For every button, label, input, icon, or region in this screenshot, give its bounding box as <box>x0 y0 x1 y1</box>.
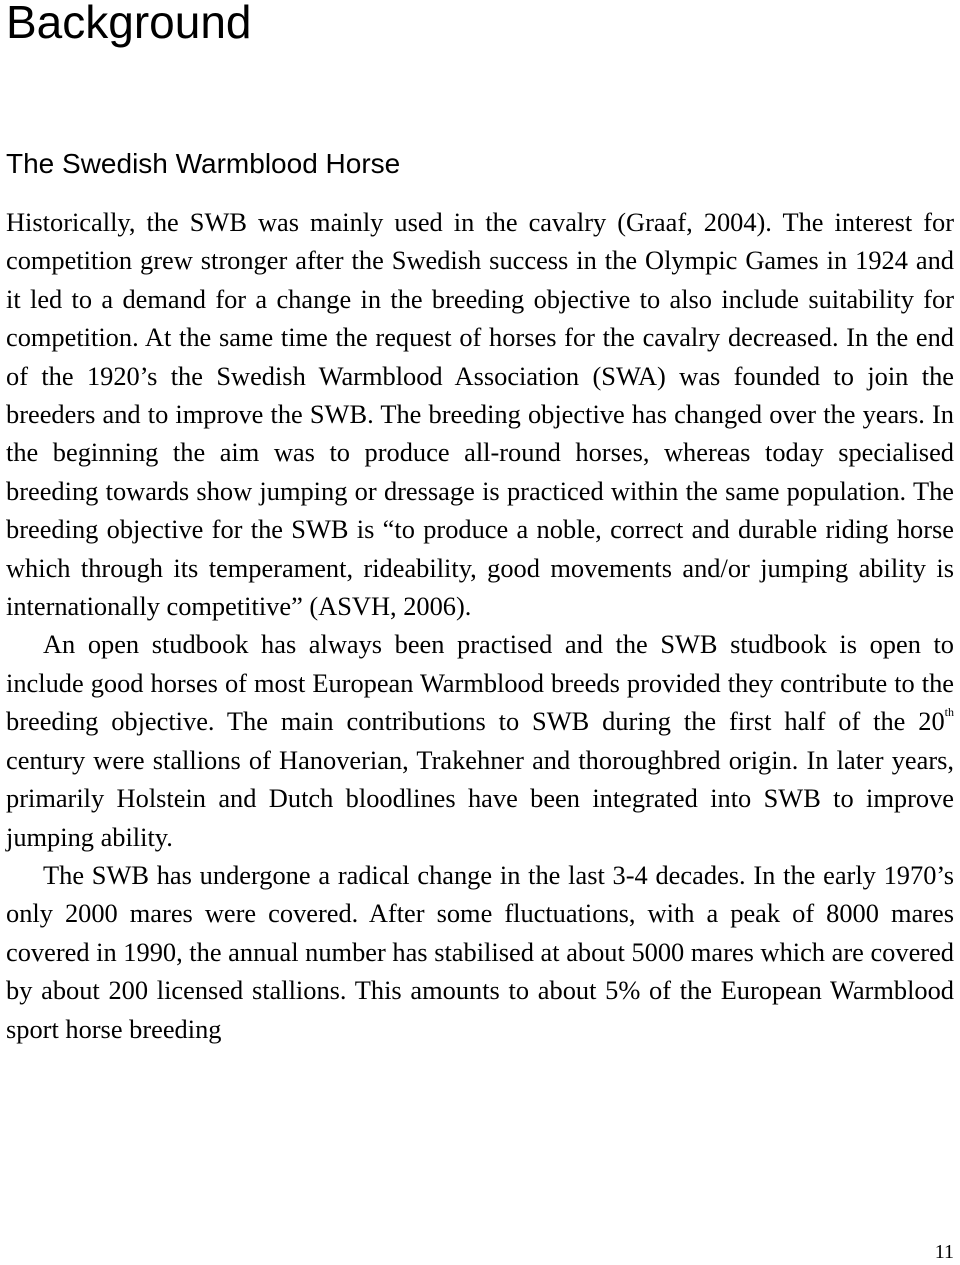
ordinal-superscript: th <box>944 705 954 720</box>
section-title: The Swedish Warmblood Horse <box>6 148 401 179</box>
page-number: 11 <box>934 1241 954 1263</box>
paragraph-1: Historically, the SWB was mainly used in the cavalry (Graaf, 2004). The interest for competition grew stronger after the Swedish success in the Olympic Games in 1924 and it led to a demand for a change in the breeding objective to also include suitability for competition. At the same time the request of horses for the cavalry decreased. In the end of the 1920’s the Swedish Warmblood Association (SWA) was founded to join the breeders and to improve the SWB. The breeding objective has changed over the years. In the beginning the aim was to produce all-round horses, whereas today specialised breeding towards show jumping or dressage is practiced within the same population. The breeding objective for the SWB is “to produce a noble, correct and durable riding horse which through its temperament, rideability, good movements and/or jumping ability is internationally competitive” (ASVH, 2006). <box>6 207 954 622</box>
paragraph-2 <box>6 625 954 855</box>
paragraph-2-text-end: century were stallions of Hanoverian, Trakehner and thoroughbred origin. In later years, primarily Holstein and Dutch bloodlines have been integrated into SWB to improve jumping ability. <box>6 744 954 852</box>
body-text <box>6 203 954 1048</box>
chapter-title: Background <box>6 0 252 48</box>
paragraph-3: The SWB has undergone a radical change in the last 3-4 decades. In the early 1970’s only 2000 mares were covered. After some fluctuations, with a peak of 8000 mares covered in 1990, the annual number has stabilised at about 5000 mares which are covered by about 200 licensed stallions. This amounts to about 5% of the European Warmblood sport horse breeding <box>6 859 954 1044</box>
paragraph-2-text-start: An open studbook has always been practised and the SWB studbook is open to include good horses of most European Warmblood breeds provided they contribute to the breeding objective. The main contributions to SWB during the first half of the 20 <box>6 629 954 737</box>
